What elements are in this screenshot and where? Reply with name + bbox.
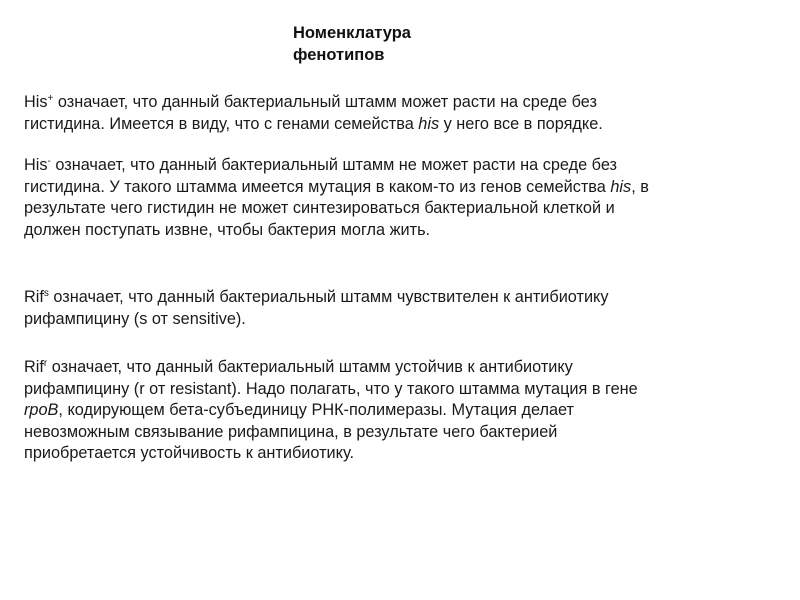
gene-name: His [24, 93, 48, 111]
text: означает, что данный бактериальный штамм устойчив к антибиотику [47, 358, 573, 376]
italic-gene: his [610, 177, 632, 196]
italic-gene: his [418, 114, 440, 133]
text: означает, что данный бактериальный штамм может расти на среде без [53, 93, 597, 111]
gene-name: Rif [24, 358, 44, 376]
superscript: - [47, 156, 51, 167]
text: , кодирующем бета-субъединицу РНК-полимеразы. Мутация делает [58, 401, 574, 420]
slide-title [293, 22, 411, 66]
superscript: r [43, 358, 48, 369]
superscript: s [43, 288, 49, 299]
text: рифампицину (r от resistant). Надо полагать, что у такого штамма мутация в гене [24, 379, 638, 398]
text: рифампицину (s от sensitive). [24, 309, 246, 328]
paragraph-rif-r [24, 357, 638, 465]
text: , в [631, 177, 649, 196]
text: гистидина. Имеется в виду, что с генами семейства [24, 114, 419, 133]
italic-gene: rpoB [24, 401, 59, 420]
paragraph-his-plus [24, 92, 603, 135]
text: означает, что данный бактериальный штамм не может расти на среде без [50, 156, 617, 174]
text: приобретается устойчивость к антибиотику. [24, 444, 354, 463]
paragraph-his-minus [24, 155, 649, 241]
gene-name: Rif [24, 288, 44, 306]
text: результате чего гистидин не может синтезироваться бактериальной клеткой и [24, 199, 615, 218]
text: должен поступать извне, чтобы бактерия могла жить. [24, 220, 431, 239]
title-line-1: Номенклатура [293, 24, 411, 42]
text: означает, что данный бактериальный штамм чувствителен к антибиотику [48, 288, 609, 306]
text: гистидина. У такого штамма имеется мутация в каком-то из генов семейства [24, 177, 611, 196]
text: невозможным связывание рифампицина, в результате чего бактерией [24, 422, 558, 441]
text: у него все в порядке. [439, 114, 603, 133]
paragraph-rif-s [24, 287, 608, 330]
superscript: + [47, 93, 54, 104]
gene-name: His [24, 156, 48, 174]
title-line-2: фенотипов [293, 46, 385, 64]
